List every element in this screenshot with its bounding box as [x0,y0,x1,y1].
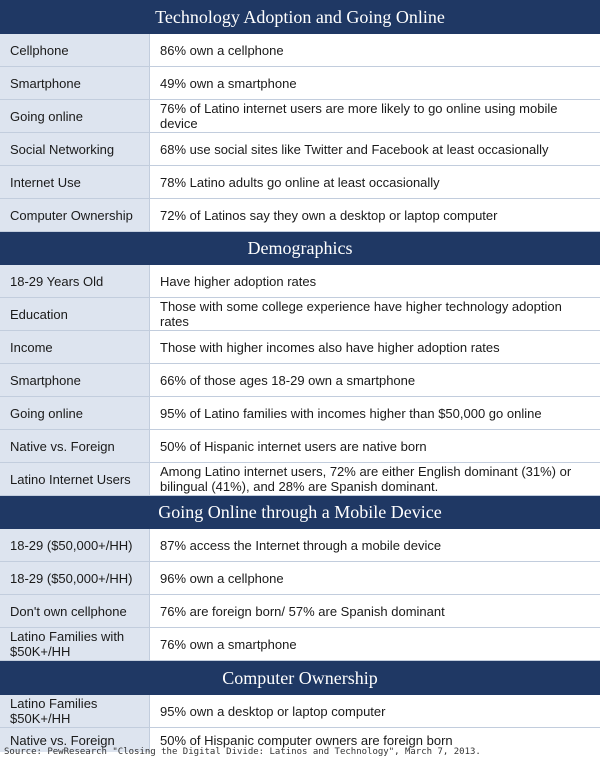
row-value: Those with some college experience have higher technology adoption rates [150,298,600,330]
row-label: Social Networking [0,133,150,165]
row-value: 68% use social sites like Twitter and Facebook at least occasionally [150,133,600,165]
row-label: Smartphone [0,364,150,396]
section [0,661,600,752]
row-value: 76% of Latino internet users are more likely to go online using mobile device [150,100,600,132]
row-label: Latino Internet Users [0,463,150,495]
table-row [0,430,600,463]
row-label: Cellphone [0,34,150,66]
row-label: Internet Use [0,166,150,198]
table-row [0,397,600,430]
row-label: Education [0,298,150,330]
section-title: Computer Ownership [0,661,600,695]
section-title: Demographics [0,232,600,265]
row-value: Among Latino internet users, 72% are either English dominant (31%) or bilingual (41%), and 28% are Spanish dominant. [150,463,600,495]
row-value: 86% own a cellphone [150,34,600,66]
row-label: 18-29 ($50,000+/HH) [0,529,150,561]
row-value: 49% own a smartphone [150,67,600,99]
row-label: Latino Families with $50K+/HH [0,628,150,660]
table-row [0,100,600,133]
row-label: Native vs. Foreign [0,728,150,752]
table-row [0,298,600,331]
table-row [0,265,600,298]
section [0,232,600,496]
row-value: Have higher adoption rates [150,265,600,297]
row-value: 76% are foreign born/ 57% are Spanish dominant [150,595,600,627]
row-label: Smartphone [0,67,150,99]
row-value: Those with higher incomes also have higher adoption rates [150,331,600,363]
section-title: Going Online through a Mobile Device [0,496,600,529]
row-value: 66% of those ages 18-29 own a smartphone [150,364,600,396]
table-row [0,34,600,67]
row-value: 76% own a smartphone [150,628,600,660]
row-value: 87% access the Internet through a mobile device [150,529,600,561]
row-value: 72% of Latinos say they own a desktop or laptop computer [150,199,600,231]
row-label: Income [0,331,150,363]
row-value: 96% own a cellphone [150,562,600,594]
section-title: Technology Adoption and Going Online [0,0,600,34]
table-row [0,331,600,364]
row-label: Going online [0,397,150,429]
source-note: Source: PewResearch "Closing the Digital Divide: Latinos and Technology", March 7, 2013. [4,747,481,757]
table-row [0,595,600,628]
section [0,0,600,232]
table-row [0,364,600,397]
row-value: 78% Latino adults go online at least occasionally [150,166,600,198]
row-label: Going online [0,100,150,132]
row-value: 50% of Hispanic computer owners are foreign born [150,728,600,752]
table-row [0,628,600,661]
row-label: Computer Ownership [0,199,150,231]
table-row [0,695,600,728]
row-label: Don't own cellphone [0,595,150,627]
section [0,496,600,661]
table-row [0,67,600,100]
row-value: 50% of Hispanic internet users are native born [150,430,600,462]
row-label: Native vs. Foreign [0,430,150,462]
row-value: 95% of Latino families with incomes higher than $50,000 go online [150,397,600,429]
row-label: Latino Families $50K+/HH [0,695,150,727]
table-row [0,529,600,562]
table-row [0,463,600,496]
table-row [0,133,600,166]
row-value: 95% own a desktop or laptop computer [150,695,600,727]
table-row [0,562,600,595]
table-row [0,199,600,232]
row-label: 18-29 Years Old [0,265,150,297]
row-label: 18-29 ($50,000+/HH) [0,562,150,594]
table-row [0,166,600,199]
